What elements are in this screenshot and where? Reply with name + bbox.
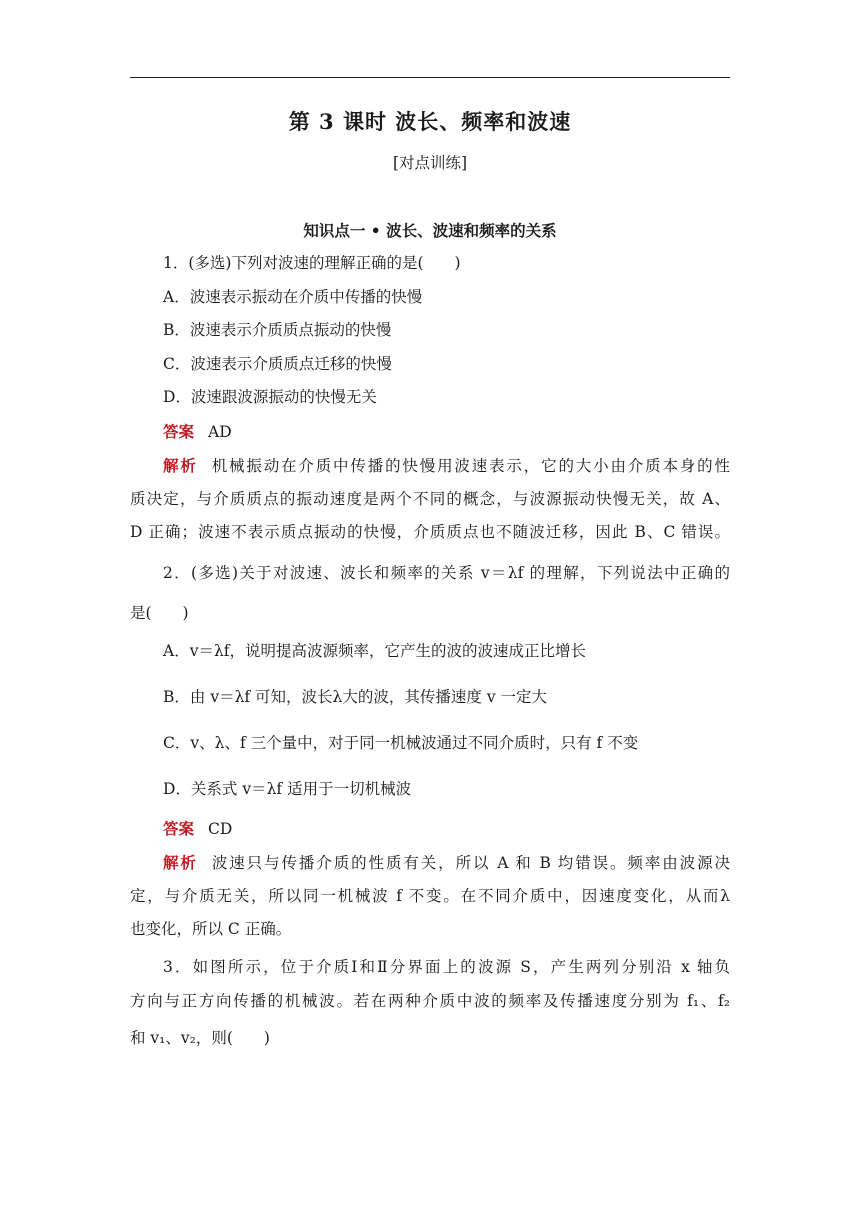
header-rule — [130, 77, 730, 78]
question-2-stem-line-2: 是( ) — [130, 604, 189, 622]
question-2-option-a: A．v＝λf，说明提高波源频率，它产生的波的波速成正比增长 — [163, 642, 587, 660]
question-2-analysis-line-2: 定，与介质无关，所以同一机械波 f 不变。在不同介质中，因速度变化，从而λ — [130, 887, 730, 905]
question-2-analysis-line-3: 也变化，所以 C 正确。 — [130, 920, 292, 938]
question-1-option-a: A．波速表示振动在介质中传播的快慢 — [163, 288, 423, 306]
question-1-stem: 1．(多选)下列对波速的理解正确的是( ) — [163, 254, 461, 272]
question-2-option-b: B．由 v＝λf 可知，波长λ大的波，其传播速度 v 一定大 — [163, 688, 547, 706]
analysis-text: 机械振动在介质中传播的快慢用波速表示，它的大小由介质本身的性 — [211, 457, 730, 475]
analysis-text: 波速只与传播介质的性质有关，所以 A 和 B 均错误。频率由波源决 — [211, 854, 730, 872]
question-3-line-3: 和 v₁、v₂，则( ) — [130, 1029, 270, 1047]
section-heading: 知识点一 • 波长、波速和频率的关系 — [303, 221, 557, 240]
question-2-option-d: D．关系式 v＝λf 适用于一切机械波 — [163, 780, 412, 798]
question-1-option-d: D．波速跟波源振动的快慢无关 — [163, 388, 377, 406]
lesson-subtitle: [对点训练] — [392, 154, 468, 172]
question-2-answer — [163, 818, 730, 840]
question-1-analysis-line-3: D 正确；波速不表示质点振动的快慢，介质质点也不随波迁移，因此 B、C 错误。 — [130, 523, 730, 541]
answer-value: AD — [208, 423, 232, 441]
question-2-analysis-line-1 — [163, 852, 730, 874]
analysis-label: 解析 — [163, 456, 198, 475]
question-2-option-c: C．v、λ、f 三个量中，对于同一机械波通过不同介质时，只有 f 不变 — [163, 734, 639, 752]
question-1-option-b: B．波速表示介质质点振动的快慢 — [163, 321, 392, 339]
question-1-option-c: C．波速表示介质质点迁移的快慢 — [163, 355, 392, 373]
question-1-analysis-line-2: 质决定，与介质质点的振动速度是两个不同的概念，与波源振动快慢无关，故 A、 — [130, 490, 730, 508]
lesson-title: 第 3 课时 波长、频率和波速 — [288, 109, 572, 134]
answer-value: CD — [208, 820, 233, 838]
question-1-answer — [163, 421, 730, 443]
analysis-label: 解析 — [163, 853, 198, 872]
question-3-line-2: 方向与正方向传播的机械波。若在两种介质中波的频率及传播速度分别为 f₁、f₂ — [130, 992, 730, 1010]
question-2-stem-line-1: 2．(多选)关于对波速、波长和频率的关系 v＝λf 的理解，下列说法中正确的 — [163, 564, 730, 582]
question-1-analysis-line-1 — [163, 455, 730, 477]
answer-label: 答案 — [163, 819, 195, 838]
question-3-line-1: 3．如图所示，位于介质Ⅰ和Ⅱ分界面上的波源 S，产生两列分别沿 x 轴负 — [163, 958, 730, 976]
answer-label: 答案 — [163, 422, 195, 441]
